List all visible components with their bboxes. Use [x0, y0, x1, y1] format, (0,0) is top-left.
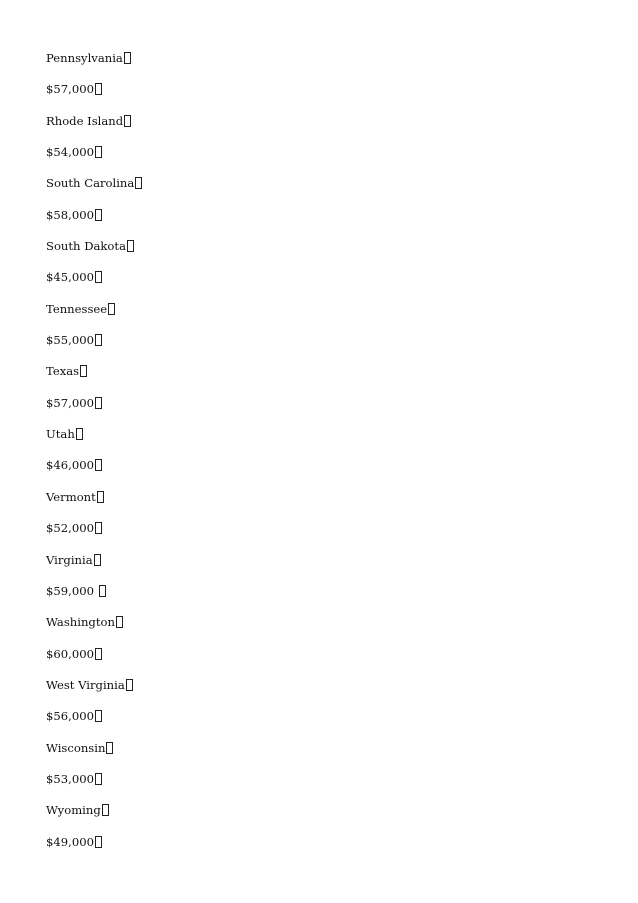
- line-text: $58,000: [46, 207, 94, 222]
- line-tennessee-value: [46, 331, 606, 362]
- line-wisconsin-value: [46, 770, 606, 801]
- line-text: Texas: [46, 364, 80, 379]
- line-text: Tennessee: [46, 301, 108, 316]
- line-text: $49,000: [46, 834, 94, 849]
- line-text: Vermont: [46, 489, 96, 504]
- line-text: Pennsylvania: [46, 51, 123, 65]
- missing-glyph-box-icon: [116, 616, 123, 628]
- line-wisconsin: [46, 739, 606, 770]
- line-text: Virginia: [46, 552, 93, 567]
- missing-glyph-box-icon: [108, 303, 115, 315]
- missing-glyph-box-icon: [135, 177, 142, 189]
- line-pennsylvania: [46, 49, 606, 80]
- document-page: [46, 49, 606, 864]
- missing-glyph-box-icon: [95, 710, 102, 722]
- line-virginia: [46, 551, 606, 582]
- line-vermont-value: [46, 519, 606, 550]
- missing-glyph-box-icon: [126, 679, 133, 691]
- line-text: $55,000: [46, 333, 94, 348]
- missing-glyph-box-icon: [102, 804, 109, 816]
- missing-glyph-box-icon: [80, 365, 87, 377]
- line-text: $53,000: [46, 771, 94, 786]
- missing-glyph-box-icon: [95, 397, 102, 409]
- line-text: $46,000: [46, 458, 94, 473]
- line-rhode-island: [46, 112, 606, 143]
- line-text: $56,000: [46, 709, 94, 724]
- line-west-virginia-value: [46, 707, 606, 738]
- line-washington-value: [46, 645, 606, 676]
- line-text: $57,000: [46, 82, 94, 97]
- line-south-dakota: [46, 237, 606, 268]
- line-text: Utah: [46, 427, 75, 442]
- missing-glyph-box-icon: [95, 459, 102, 471]
- line-text: Wisconsin: [46, 740, 106, 755]
- missing-glyph-box-icon: [124, 52, 131, 64]
- line-tennessee: [46, 300, 606, 331]
- missing-glyph-box-icon: [95, 271, 102, 283]
- missing-glyph-box-icon: [99, 585, 106, 597]
- line-utah-value: [46, 456, 606, 487]
- line-vermont: [46, 488, 606, 519]
- line-text: $57,000: [46, 395, 94, 410]
- line-rhode-island-value: [46, 143, 606, 174]
- line-text: West Virginia: [46, 677, 125, 692]
- missing-glyph-box-icon: [94, 554, 101, 566]
- line-texas-value: [46, 394, 606, 425]
- line-text: South Dakota: [46, 239, 126, 254]
- line-south-dakota-value: [46, 268, 606, 299]
- missing-glyph-box-icon: [95, 836, 102, 848]
- missing-glyph-box-icon: [95, 209, 102, 221]
- line-text: Rhode Island: [46, 113, 124, 128]
- line-text: Wyoming: [46, 803, 101, 818]
- missing-glyph-box-icon: [95, 83, 102, 95]
- missing-glyph-box-icon: [95, 773, 102, 785]
- line-utah: [46, 425, 606, 456]
- missing-glyph-box-icon: [76, 428, 83, 440]
- missing-glyph-box-icon: [127, 240, 134, 252]
- missing-glyph-box-icon: [95, 334, 102, 346]
- line-wyoming: [46, 801, 606, 832]
- line-text: Washington: [46, 615, 115, 630]
- line-south-carolina: [46, 174, 606, 205]
- line-west-virginia: [46, 676, 606, 707]
- line-virginia-value: [46, 582, 606, 613]
- line-south-carolina-value: [46, 206, 606, 237]
- missing-glyph-box-icon: [95, 522, 102, 534]
- missing-glyph-box-icon: [97, 491, 104, 503]
- line-text: $52,000: [46, 521, 94, 536]
- line-pennsylvania-value: [46, 80, 606, 111]
- line-text: South Carolina: [46, 176, 135, 191]
- missing-glyph-box-icon: [106, 742, 113, 754]
- line-text: $59,000: [46, 583, 98, 598]
- missing-glyph-box-icon: [95, 648, 102, 660]
- line-text: $60,000: [46, 646, 94, 661]
- line-wyoming-value: [46, 833, 606, 864]
- line-text: $54,000: [46, 145, 94, 160]
- line-washington: [46, 613, 606, 644]
- missing-glyph-box-icon: [124, 115, 131, 127]
- missing-glyph-box-icon: [95, 146, 102, 158]
- line-text: $45,000: [46, 270, 94, 285]
- line-texas: [46, 362, 606, 393]
